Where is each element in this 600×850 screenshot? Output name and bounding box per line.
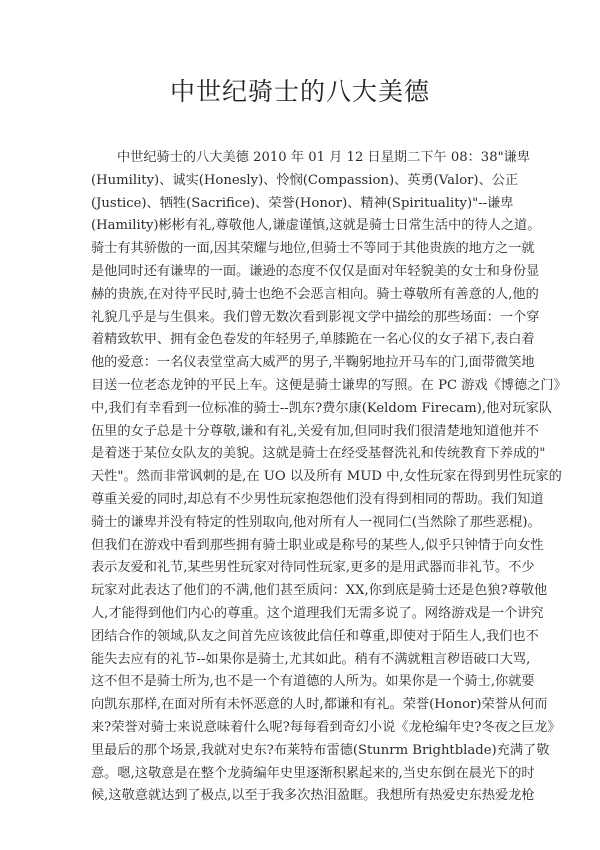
page-title: 中世纪骑士的八大美德 (169, 77, 430, 106)
text-line: 尊重关爱的同时,却总有不少男性玩家抱怨他们没有得到相同的帮助。我们知道 (91, 491, 544, 507)
text-line: 中世纪骑士的八大美德 2010 年 01 月 12 日星期二下午 08：38"谦卑 (117, 150, 531, 165)
text-line: 玩家对此表达了他们的不满,他们甚至质问：XX,你到底是骑士还是色狼?尊敬他 (91, 583, 548, 599)
text-line: 来?荣誉对骑士来说意味着什么呢?每每看到奇幻小说《龙枪编年史?冬夜之巨龙》 (91, 719, 561, 735)
text-line: 团结合作的领域,队友之间首先应该彼此信任和尊重,即使对于陌生人,我们也不 (91, 628, 539, 644)
text-line: 能失去应有的礼节--如果你是骑士,尤其如此。稍有不满就粗言秽语破口大骂, (91, 651, 531, 667)
text-line: 礼貌几乎是与生俱来。我们曾无数次看到影视文学中描绘的那些场面：一个穿 (91, 309, 540, 325)
text-line: 但我们在游戏中看到那些拥有骑士职业或是称号的某些人,似乎只钟情于向女性 (91, 537, 544, 553)
text-line: 他的爱意：一名仪表堂堂高大威严的男子,半鞠躬地拉开马车的门,面带微笑地 (91, 355, 535, 371)
text-line: 这不但不是骑士所为,也不是一个有道德的人所为。如果你是一个骑士,你就要 (91, 674, 535, 690)
text-line: (Hamility)彬彬有礼,尊敬他人,谦虚谨慎,这就是骑士日常生活中的待人之道。 (91, 218, 541, 234)
text-line: 意。嗯,这敬意是在整个龙骑编年史里逐渐积累起来的,当史东倒在晨光下的时 (91, 765, 535, 781)
text-line: 骑士有其骄傲的一面,因其荣耀与地位,但骑士不等同于其他贵族的地方之一就 (91, 241, 535, 257)
text-line: 天性"。然而非常讽刺的是,在 UO 以及所有 MUD 中,女性玩家在得到男性玩家的 (91, 469, 562, 485)
text-line: 骑士的谦卑并没有特定的性别取向,他对所有人一视同仁(当然除了那些恶棍)。 (91, 514, 541, 530)
body-paragraph (91, 147, 567, 808)
text-line: (Justice)、牺牲(Sacrifice)、荣誉(Honor)、精神(Spirituality)"--谦卑 (91, 195, 514, 211)
text-line: 赫的贵族,在对待平民时,骑士也绝不会恶言相向。骑士尊敬所有善意的人,他的 (91, 286, 539, 302)
text-line: 向凯东那样,在面对所有未怀恶意的人时,都谦和有礼。荣誉(Honor)荣誉从何而 (91, 697, 548, 713)
text-line: 候,这敬意就达到了极点,以至于我多次热泪盈眶。我想所有热爱史东热爱龙枪 (91, 788, 535, 804)
text-line: 是着迷于某位女队友的美貌。这就是骑士在经受基督洗礼和传统教育下养成的" (91, 446, 546, 462)
text-line: (Humility)、诚实(Honesly)、怜悯(Compassion)、英勇(Valor)、公正 (91, 172, 519, 188)
text-line: 是他同时还有谦卑的一面。谦逊的态度不仅仅是面对年轻貌美的女士和身份显 (91, 263, 540, 279)
text-line: 着精致软甲、拥有金色卷发的年轻男子,单膝跪在一名心仪的女子裙下,表白着 (91, 332, 535, 348)
text-line: 目送一位老态龙钟的平民上车。这便是骑士谦卑的写照。在 PC 游戏《博德之门》 (91, 377, 567, 393)
text-line: 里最后的那个场景,我就对史东?布莱特布雷德(Stunrm Brightblade)充满了敬 (91, 742, 550, 758)
text-line: 中,我们有幸看到一位标准的骑士--凯东?费尔康(Keldom Firecam),他对玩家队 (91, 400, 552, 416)
text-line: 伍里的女子总是十分尊敬,谦和有礼,关爱有加,但同时我们很清楚地知道他并不 (91, 423, 539, 439)
text-line: 表示友爱和礼节,某些男性玩家对待同性玩家,更多的是用武器而非礼节。不少 (91, 560, 535, 576)
text-line: 人,才能得到他们内心的尊重。这个道理我们无需多说了。网络游戏是一个讲究 (91, 605, 544, 621)
